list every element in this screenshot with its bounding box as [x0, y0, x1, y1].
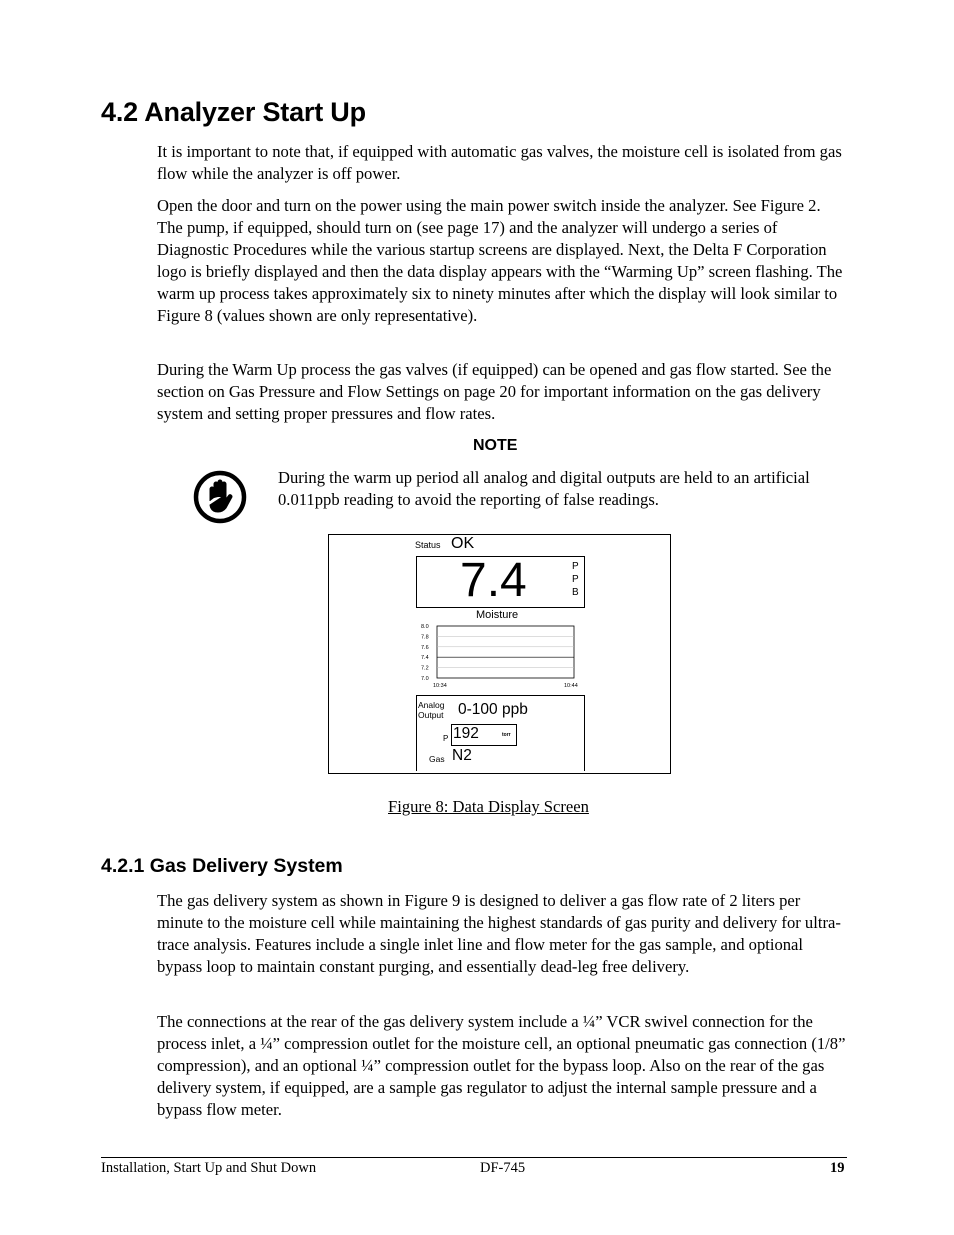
y-tick-label: 7.6	[421, 644, 429, 651]
figure-caption: Figure 8: Data Display Screen	[388, 797, 589, 816]
x-tick-label: 10:34	[433, 683, 447, 689]
pressure-box	[451, 724, 517, 746]
x-tick-label: 10:44	[564, 683, 578, 689]
reading-box	[416, 556, 585, 608]
note-title: NOTE	[473, 437, 518, 454]
y-tick-label: 7.0	[421, 676, 429, 682]
section-heading: 4.2 Analyzer Start Up	[101, 97, 366, 127]
analog-label-2: Output	[418, 710, 444, 720]
gas-value: N2	[452, 747, 472, 764]
pressure-label: P	[443, 734, 449, 743]
unit-letter-p2: P	[572, 574, 579, 585]
y-tick-label: 7.8	[421, 634, 429, 641]
footer-page-number: 19	[830, 1160, 845, 1176]
analog-label-1: Analog	[418, 700, 445, 710]
footer-chapter: Installation, Start Up and Shut Down	[101, 1160, 317, 1176]
status-label: Status	[415, 540, 441, 550]
subsection-heading: 4.2.1 Gas Delivery System	[101, 855, 343, 877]
paragraph-connections: The connections at the rear of the gas delivery system include a ¼” VCR swivel connection for the process inlet, a ¼” compression outlet for the moisture cell, an optional pneumatic gas connection (1/8” compression), and an optional ¼” compression outlet for the bypass loop. Also on the rear of the gas delivery system, if equipped, are a sample gas regulator to adjust the internal sample pressure and a bypass flow meter.	[157, 1012, 846, 1119]
note-text: During the warm up period all analog and digital outputs are held to an artificial 0.011ppb reading to avoid the reporting of false readings.	[278, 468, 810, 509]
footer-doc-number: DF-745	[480, 1160, 526, 1176]
plot-frame	[437, 626, 574, 678]
pressure-value: 192	[453, 725, 479, 742]
unit-letter-b: B	[572, 587, 579, 598]
pressure-unit: torr	[502, 732, 511, 738]
moisture-label: Moisture	[476, 609, 519, 621]
y-tick-label: 7.4	[421, 655, 429, 662]
y-tick-label: 7.2	[421, 665, 429, 672]
unit-letter-p1: P	[572, 561, 579, 572]
footer-rule	[101, 1157, 847, 1158]
paragraph-warmup: During the Warm Up process the gas valves (if equipped) can be opened and gas flow started. See the section on Gas Pressure and Flow Settings on page 20 for important information on the gas delivery system and setting proper pressures and flow rates.	[157, 360, 832, 423]
gas-label: Gas	[429, 754, 445, 764]
moisture-trend-chart	[421, 623, 581, 689]
status-value: OK	[451, 535, 475, 552]
paragraph-power-note: It is important to note that, if equipped with automatic gas valves, the moisture cell is isolated from gas flow while the analyzer is off power.	[157, 142, 842, 183]
paragraph-startup: Open the door and turn on the power using the main power switch inside the analyzer. See Figure 2. The pump, if equipped, should turn on (see page 17) and the analyzer will undergo a series of Diagnostic Procedures while the various startup screens are displayed. Next, the Delta F Corporation logo is briefly displayed and then the data display appears with the “Warming Up” screen flashing. The warm up process takes approximately six to ninety minutes after which the display will look similar to Figure 8 (values shown are only representative).	[157, 196, 843, 325]
stop-hand-icon	[193, 470, 247, 524]
paragraph-gas-delivery: The gas delivery system as shown in Figure 9 is designed to deliver a gas flow rate of 2 liters per minute to the moisture cell while maintaining the highest standards of gas purity and delivery for ultra-trace analysis. Features include a single inlet line and flow meter for the gas sample, and optional bypass loop to maintain constant purging, and essentially dead-leg free delivery.	[157, 891, 841, 976]
y-tick-label: 8.0	[421, 624, 429, 630]
analog-range-value: 0-100 ppb	[458, 701, 528, 718]
moisture-reading: 7.4	[460, 554, 527, 607]
data-display-screen-figure	[328, 534, 671, 774]
